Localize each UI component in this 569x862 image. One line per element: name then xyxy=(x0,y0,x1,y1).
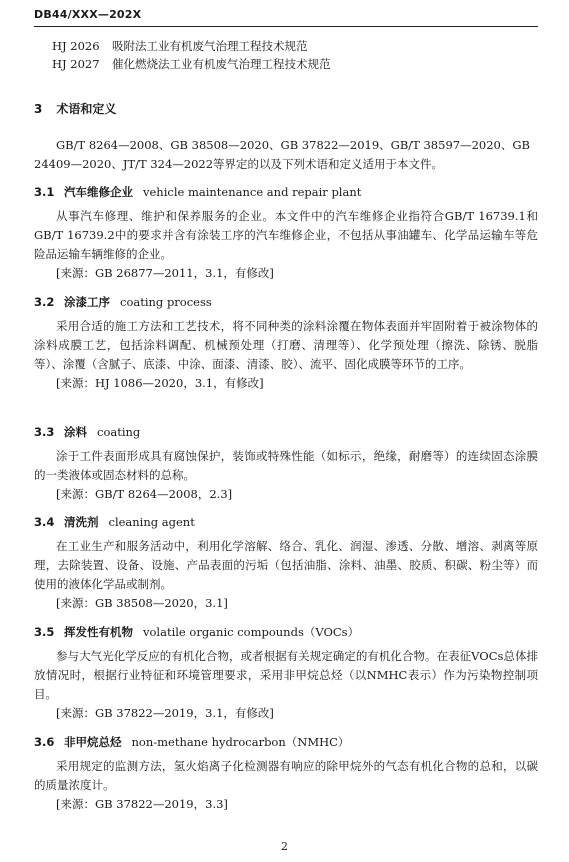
term-definition: 采用合适的施工方法和工艺技术，将不同种类的涂料涂覆在物体表面并牢固附着于被涂物体的涂料成膜工艺，包括涂料调配、机械预处理（打磨、清理等）、化学预处理（擦洗、除锈、脱脂等）、涂覆（含腻子、底漆、中涂、面漆、清漆、胶）、流平、固化成膜等环节的工序。 xyxy=(34,319,538,371)
term-definition: 在工业生产和服务活动中，利用化学溶解、络合、乳化、润湿、渗透、分散、增溶、剥离等原理，去除装置、设备、设施、产品表面的污垢（包括油脂、涂料、油墨、胶质、积碳、粉尘等）而使用的液体化学品或制剂。 xyxy=(34,539,538,591)
term-definition: 涂于工件表面形成具有腐蚀保护，装饰或特殊性能（如标示，绝缘，耐磨等）的连续固态涂膜的一类液体或固态材料的总称。 xyxy=(34,449,538,482)
reference-title: 催化燃烧法工业有机废气治理工程技术规范 xyxy=(112,57,331,71)
term-heading xyxy=(34,183,538,201)
term-entry xyxy=(34,623,538,723)
term-chinese: 非甲烷总烃 xyxy=(64,735,122,749)
term-english: coating process xyxy=(120,295,212,309)
term-number: 3.6 xyxy=(34,735,55,749)
page-number: 2 xyxy=(281,840,288,853)
term-entry xyxy=(34,733,538,814)
term-heading xyxy=(34,293,538,311)
term-heading xyxy=(34,623,538,641)
term-entry xyxy=(34,423,538,504)
term-english: coating xyxy=(97,425,141,439)
term-heading xyxy=(34,423,538,441)
term-chinese: 挥发性有机物 xyxy=(64,625,133,639)
term-english: vehicle maintenance and repair plant xyxy=(143,185,362,199)
term-number: 3.5 xyxy=(34,625,55,639)
term-definition: 采用规定的监测方法，氢火焰离子化检测器有响应的除甲烷外的气态有机化合物的总和，以碳的质量浓度计。 xyxy=(34,759,538,792)
term-entry xyxy=(34,513,538,613)
term-entry xyxy=(34,183,538,283)
term-source: [来源：GB 38508—2020，3.1] xyxy=(56,596,228,610)
term-source: [来源：GB 37822—2019，3.1，有修改] xyxy=(56,706,274,720)
term-number: 3.2 xyxy=(34,295,55,309)
term-entry xyxy=(34,293,538,393)
reference-item xyxy=(52,55,331,73)
term-source: [来源：GB 37822—2019，3.3] xyxy=(56,797,228,811)
reference-item xyxy=(52,37,331,55)
term-chinese: 清洗剂 xyxy=(64,515,99,529)
section-number: 3 xyxy=(34,102,43,116)
term-number: 3.4 xyxy=(34,515,55,529)
term-number: 3.1 xyxy=(34,185,55,199)
term-source: [来源：HJ 1086—2020，3.1，有修改] xyxy=(56,376,264,390)
section-intro: GB/T 8264—2008、GB 38508—2020、GB 37822—2019、GB/T 38597—2020、GB 24409—2020、JT/T 324—2022等界定的以及下列术语和定义适用于本文件。 xyxy=(34,138,530,171)
term-definition: 参与大气光化学反应的有机化合物，或者根据有关规定确定的有机化合物。在表征VOCs总体排放情况时，根据行业特征和环境管理要求，采用非甲烷总烃（以NMHC表示）作为污染物控制项目。 xyxy=(34,649,538,701)
section-heading xyxy=(34,100,116,117)
reference-title: 吸附法工业有机废气治理工程技术规范 xyxy=(112,39,308,53)
term-english: cleaning agent xyxy=(108,515,195,529)
term-chinese: 涂漆工序 xyxy=(64,295,110,309)
term-heading xyxy=(34,733,538,751)
term-source: [来源：GB 26877—2011，3.1，有修改] xyxy=(56,266,274,280)
section-title: 术语和定义 xyxy=(56,102,117,116)
term-chinese: 汽车维修企业 xyxy=(64,185,133,199)
term-source: [来源：GB/T 8264—2008，2.3] xyxy=(56,487,233,501)
term-english: volatile organic compounds（VOCs） xyxy=(143,625,360,639)
reference-code: HJ 2026 xyxy=(52,39,100,53)
term-english: non-methane hydrocarbon（NMHC） xyxy=(131,735,350,749)
term-chinese: 涂料 xyxy=(64,425,87,439)
normative-reference-list xyxy=(52,37,331,73)
header-rule xyxy=(34,26,538,27)
reference-code: HJ 2027 xyxy=(52,57,100,71)
term-definition: 从事汽车修理、维护和保养服务的企业。本文件中的汽车维修企业指符合GB/T 16739.1和GB/T 16739.2中的要求并含有涂装工序的汽车维修企业，不包括从事油罐车、化学品运输车等危险品运输车辆维修的企业。 xyxy=(34,209,538,261)
document-code-header: DB44/XXX—202X xyxy=(34,8,142,21)
term-number: 3.3 xyxy=(34,425,55,439)
term-heading xyxy=(34,513,538,531)
